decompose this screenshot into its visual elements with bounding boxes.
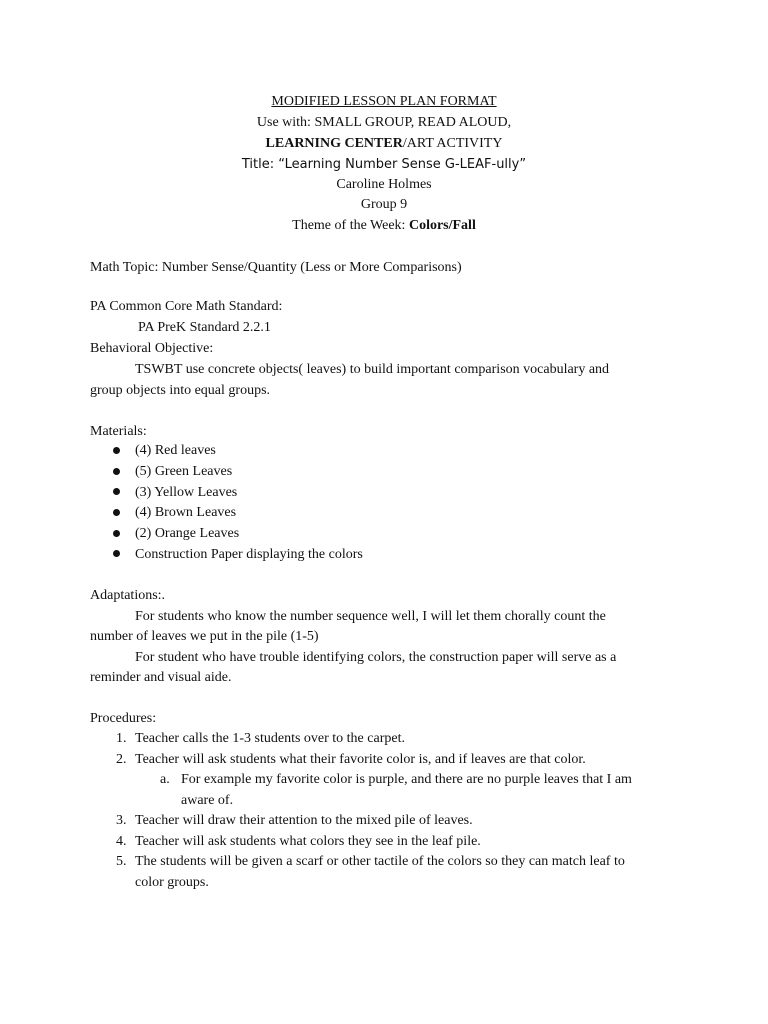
objective-text-line2: group objects into equal groups. xyxy=(90,383,271,398)
procedure-step-5-line1: The students will be given a scarf or other tactile of the colors so they can match leaf to xyxy=(135,854,625,869)
lesson-title: Title: “Learning Number Sense G-LEAF-ully” xyxy=(241,157,527,172)
adaptations-label: Adaptations:. xyxy=(90,588,166,603)
procedure-step-2a-line2: aware of. xyxy=(181,793,234,808)
standard-label: PA Common Core Math Standard: xyxy=(90,299,283,314)
group-number: Group 9 xyxy=(360,197,408,212)
procedure-step-2: Teacher will ask students what their favorite color is, and if leaves are that color. xyxy=(135,752,586,767)
step-number: 2. xyxy=(116,752,127,767)
step-number: 4. xyxy=(116,834,127,849)
objective-label: Behavioral Objective: xyxy=(90,341,214,356)
materials-label: Materials: xyxy=(90,424,147,439)
procedure-step-5-line2: color groups. xyxy=(135,875,209,890)
step-number: 3. xyxy=(116,813,127,828)
list-item: (3) Yellow Leaves xyxy=(135,485,238,500)
list-item: (4) Red leaves xyxy=(135,443,216,458)
adaptation-1-line1: For students who know the number sequence well, I will let them chorally count the xyxy=(135,609,606,624)
list-item: Construction Paper displaying the colors xyxy=(135,547,363,562)
step-number: 5. xyxy=(116,854,127,869)
step-number: 1. xyxy=(116,731,127,746)
list-item: (5) Green Leaves xyxy=(135,464,233,479)
procedure-step-2a-line1: For example my favorite color is purple, and there are no purple leaves that I am xyxy=(181,772,632,787)
list-item: (2) Orange Leaves xyxy=(135,526,240,541)
procedure-step-1: Teacher calls the 1-3 students over to the carpet. xyxy=(135,731,405,746)
lesson-plan-heading: MODIFIED LESSON PLAN FORMAT xyxy=(271,94,497,109)
adaptation-2-line1: For student who have trouble identifying colors, the construction paper will serve as a xyxy=(135,650,617,665)
list-item: (4) Brown Leaves xyxy=(135,505,237,520)
activity-bold: LEARNING CENTER xyxy=(265,136,403,151)
bullet-icon xyxy=(113,488,120,495)
bullet-icon xyxy=(113,447,120,454)
theme-value: Colors/Fall xyxy=(408,218,476,233)
bullet-icon xyxy=(113,530,120,537)
bullet-icon xyxy=(113,509,120,516)
substep-letter: a. xyxy=(160,772,170,787)
activity-rest: /ART ACTIVITY xyxy=(402,136,503,151)
procedure-step-3: Teacher will draw their attention to the mixed pile of leaves. xyxy=(135,813,473,828)
bullet-icon xyxy=(113,550,120,557)
use-with-line: Use with: SMALL GROUP, READ ALOUD, xyxy=(256,115,512,130)
math-topic: Math Topic: Number Sense/Quantity (Less or More Comparisons) xyxy=(90,260,462,275)
theme-line xyxy=(0,217,768,235)
standard-value: PA PreK Standard 2.2.1 xyxy=(138,320,271,335)
procedure-step-4: Teacher will ask students what colors they see in the leaf pile. xyxy=(135,834,481,849)
bullet-icon xyxy=(113,468,120,475)
objective-text-line1: TSWBT use concrete objects( leaves) to build important comparison vocabulary and xyxy=(135,362,610,377)
procedures-label: Procedures: xyxy=(90,711,157,726)
author-name: Caroline Holmes xyxy=(336,177,432,192)
adaptation-1-line2: number of leaves we put in the pile (1-5) xyxy=(90,629,319,644)
activity-line xyxy=(0,135,768,153)
theme-label: Theme of the Week: xyxy=(292,218,409,233)
adaptation-2-line2: reminder and visual aide. xyxy=(90,670,232,685)
